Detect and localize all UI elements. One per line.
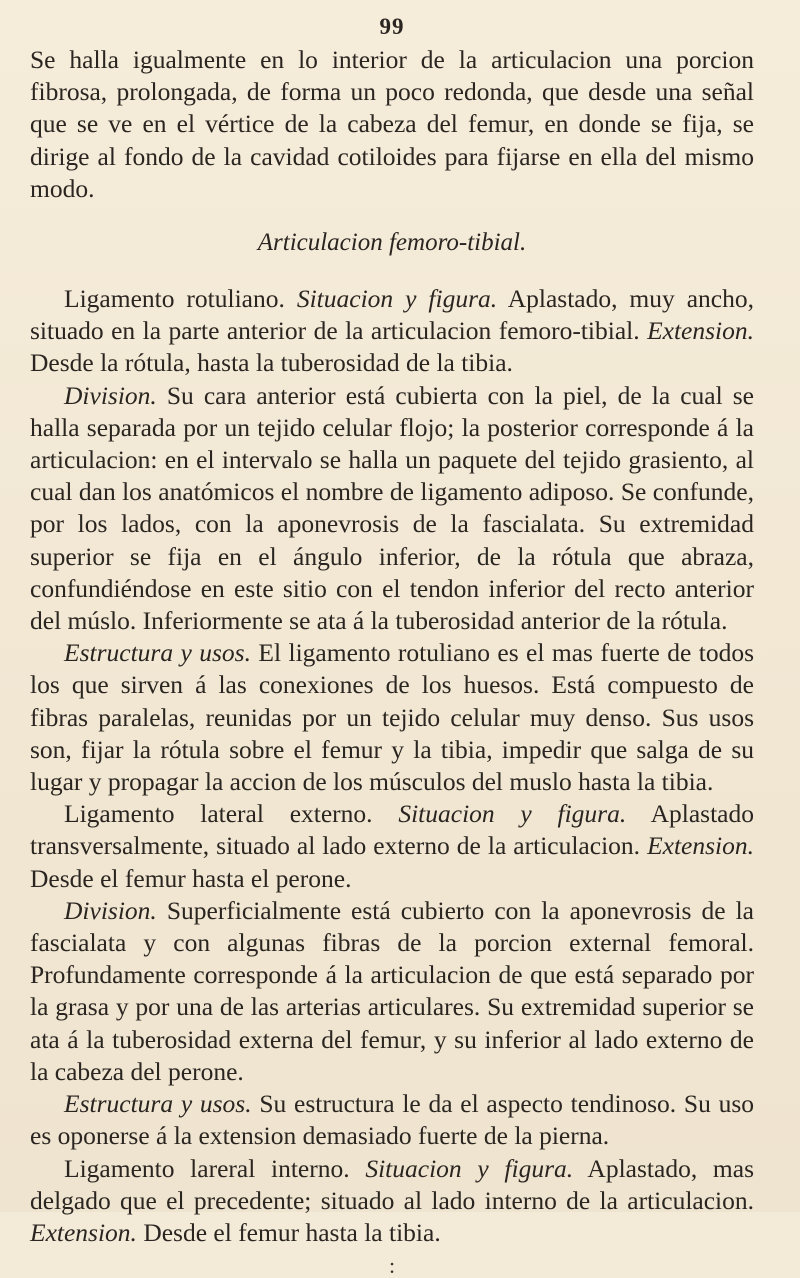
- italic-text: Situacion y figura.: [365, 1153, 574, 1183]
- text-run: Se halla igualmente en lo interior de la articulacion una porcion fibrosa, prolongada, de forma un poco redonda, que desde una señal que se ve en el vértice de la cabeza del femur, en donde se fija, se dirige al fondo de la cavidad cotiloides para fijarse en ella del mismo modo.: [30, 45, 754, 203]
- italic-text: Articulacion femoro-tibial.: [257, 229, 527, 257]
- section-title: [30, 229, 754, 257]
- text-run: El ligamento rotuliano es el mas fuerte de todos los que sirven á las conexiones de los huesos. Está compuesto de fibras paralelas, reunidas por un tejido celular muy denso. Sus usos son, fijar la rótula sobre el femur y la tibia, impedir que salga de su lugar y propagar la accion de los músculos del muslo hasta la tibia.: [30, 638, 755, 797]
- italic-text: Division.: [64, 380, 157, 410]
- paragraph: [30, 44, 754, 205]
- italic-text: Extension.: [647, 831, 754, 861]
- text-run: Ligamento lareral interno.: [64, 1153, 366, 1183]
- paragraph: [30, 798, 754, 895]
- italic-text: Situacion y figura.: [296, 284, 498, 314]
- italic-text: Situacion y figura.: [398, 799, 627, 829]
- text-run: Ligamento rotuliano.: [64, 284, 297, 314]
- text-run: Aplastado transversalmente, situado al lado externo de la articulacion.: [30, 799, 754, 861]
- text-run: Ligamento lateral externo.: [64, 799, 399, 829]
- paragraph: [30, 637, 754, 798]
- italic-text: Estructura y usos.: [64, 1089, 252, 1119]
- italic-text: Estructura y usos.: [64, 638, 251, 668]
- italic-text: Extension.: [647, 316, 754, 346]
- text-run: Aplastado, muy ancho, situado en la parte anterior de la articulacion femoro-tibial.: [30, 284, 754, 346]
- paragraph: [30, 895, 754, 1088]
- text-run: Superficialmente está cubierto con la aponevrosis de la fascialata y con algunas fibras de la porcion external femoral. Profundamente corresponde á la articulacion de que está separado por la grasa y por una de las arterias articulares. Su extremidad superior se ata á la tuberosidad externa del femur, y su inferior al lado externo de la cabeza del perone.: [30, 895, 754, 1086]
- paragraph: [30, 380, 754, 638]
- footer-mark: :: [388, 1253, 396, 1278]
- text-run: Aplastado, mas delgado que el precedente; situado al lado interno de la articulacion.: [30, 1153, 754, 1215]
- text-run: Su cara anterior está cubierta con la piel, de la cual se halla separada por un tejido celular flojo; la posterior corresponde á la articulacion: en el intervalo se halla un paquete del tejido grasiento, al cual dan los anatómicos el nombre de ligamento adiposo. Se confunde, por los lados, con la aponevrosis de la fascialata. Su extremidad superior se fija en el ángulo inferior, de la rótula que abraza, confundiéndose en este sitio con el tendon inferior del recto anterior del múslo. Inferiormente se ata á la tuberosidad anterior de la rótula.: [30, 380, 754, 636]
- text-run: Desde la rótula, hasta la tuberosidad de la tibia.: [30, 348, 513, 378]
- page-number: 99: [379, 14, 405, 39]
- text-run: Su estructura le da el aspecto tendinoso. Su uso es oponerse á la extension demasiado fuerte de la pierna.: [30, 1089, 755, 1151]
- paragraph: [30, 1153, 754, 1250]
- italic-text: Division.: [64, 895, 157, 925]
- text-run: Desde el femur hasta la tibia.: [136, 1217, 441, 1247]
- italic-text: Extension.: [30, 1217, 137, 1247]
- text-run: Desde el femur hasta el perone.: [30, 863, 352, 893]
- body-text: [30, 44, 754, 1249]
- paragraph: [30, 283, 754, 380]
- paragraph: [30, 1088, 754, 1152]
